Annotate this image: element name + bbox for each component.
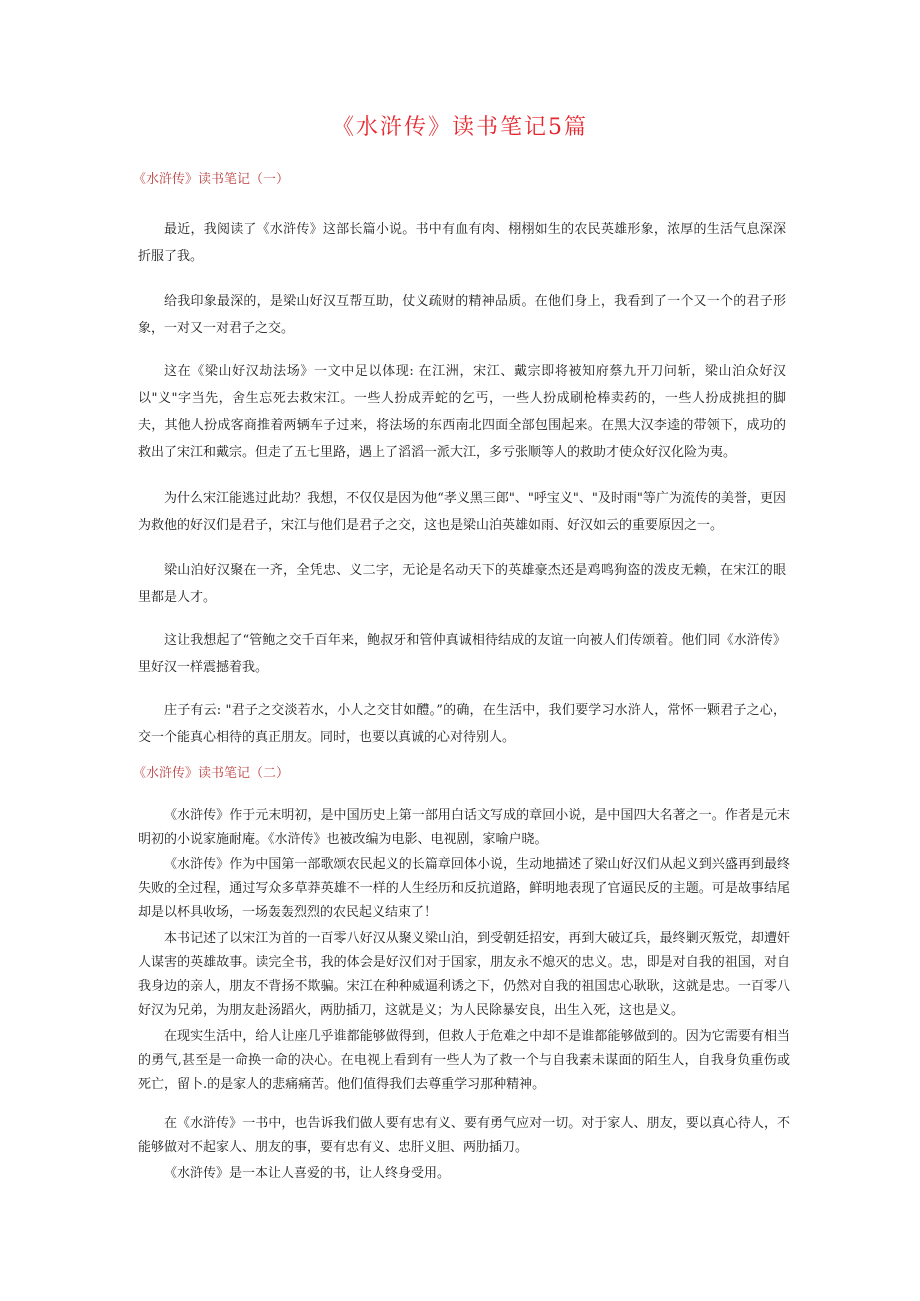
section-2-paragraph-4: 在现实生活中，给人让座几乎谁都能够做得到，但救人于危难之中却不是谁都能够做到的。因为它需要有相当的勇气,甚至是一命换一命的决心。在电视上看到有一些人为了救一个与自我素未谋面的陌生人，自我身负重伤或死亡，留卜.的是家人的悲痛痛苦。他们值得我们去尊重学习那种精神。 [138,1029,790,1092]
section-1-paragraph-6: 这让我想起了“管鲍之交千百年来，鲍叔牙和管仲真诚相待结成的友谊一向被人们传颂着。他们同《水浒传》里好汉一样震撼着我。 [138,633,786,675]
document-title: 《水浒传》读书笔记5篇 [332,115,588,140]
section-1-paragraph-7: 庄子有云: "君子之交淡若水，小人之交甘如醴。”的确，在生活中，我们要学习水浒人，常怀一颗君子之心，交一个能真心相待的真正朋友。同时，也要以真诚的心对待别人。 [138,703,786,745]
section-2-paragraph-3: 本书记述了以宋江为首的一百零八好汉从聚义梁山泊，到受朝廷招安，再到大破辽兵，最终剿灭叛党，却遭奸人谋害的英雄故事。读完全书，我的体会是好汉们对于国家，朋友永不熄灭的忠义。忠，即是对自我的祖国，对自我身边的亲人，朋友不背扬不欺骗。宋江在种种威逼利诱之下，仍然对自我的祖国忠心耿耿，这就是忠。一百零八好汉为兄弟，为朋友赴汤蹈火，两肋插刀，这就是义；为人民除暴安良，出生入死，这也是义。 [138,931,790,1018]
section-2-heading: 《水浒传》读书笔记（二） [133,766,290,781]
section-2-paragraph-1: 《水浒传》作于元末明初，是中国历史上第一部用白话文写成的章回小说，是中国四大名著之一。作者是元末明初的小说家施耐庵。《水浒传》也被改编为电影、电视剧，家喻户晓。 [138,808,790,847]
section-1-paragraph-2: 给我印象最深的，是梁山好汉互帮互助，仗义疏财的精神品质。在他们身上，我看到了一个又一个的君子形象，一对又一对君子之交。 [138,294,786,336]
section-1-paragraph-4: 为什么宋江能逃过此劫？我想，不仅仅是因为他“孝义黑三郎"、"呼宝义"、"及时雨"等广为流传的美誉，更因为救他的好汉们是君子，宋江与他们是君子之交，这也是梁山泊英雄如雨、好汉如云的重要原因之一。 [138,491,786,533]
section-1-paragraph-1: 最近，我阅读了《水浒传》这部长篇小说。书中有血有肉、栩栩如生的农民英雄形象，浓厚的生活气息深深折服了我。 [138,222,786,264]
section-2-paragraph-2: 《水浒传》作为中国第一部歌颂农民起义的长篇章回体小说，生动地描述了梁山好汉们从起义到兴盛再到最终失败的全过程，通过写众多草莽英雄不一样的人生经历和反抗道路，鲜明地表现了官逼民反的主题。可是故事结尾却是以杯具收场，一场轰轰烈烈的农民起义结束了！ [138,857,790,920]
section-1-paragraph-3: 这在《梁山好汉劫法场》一文中足以体现: 在江洲，宋江、戴宗即将被知府蔡九开刀问斩，梁山泊众好汉以"义"字当先，舍生忘死去救宋江。一些人扮成弄蛇的乞丐，一些人扮成刷枪棒卖药的，一些人扮成挑担的脚夫，其他人扮成客商推着两辆车子过来，将法场的东西南北四面全部包围起来。在黑大汉李逵的带领下，成功的救出了宋江和戴宗。但走了五七里路，遇上了滔滔一派大江，多亏张顺等人的救助才使众好汉化险为夷。 [138,364,786,460]
section-2-paragraph-6: 《水浒传》是一本让人喜爱的书，让人终身受用。 [164,1166,451,1181]
section-2-paragraph-5: 在《水浒传》一书中，也告诉我们做人要有忠有义、要有勇气应对一切。对于家人、朋友，要以真心待人，不能够做对不起家人、朋友的事，要有忠有义、忠肝义胆、两肋插刀。 [138,1116,790,1155]
section-1-heading: 《水浒传》读书笔记（一） [133,172,290,187]
section-1-paragraph-5: 梁山泊好汉聚在一齐，全凭忠、义二字，无论是名动天下的英雄豪杰还是鸡鸣狗盗的泼皮无赖，在宋江的眼里都是人才。 [138,563,786,605]
